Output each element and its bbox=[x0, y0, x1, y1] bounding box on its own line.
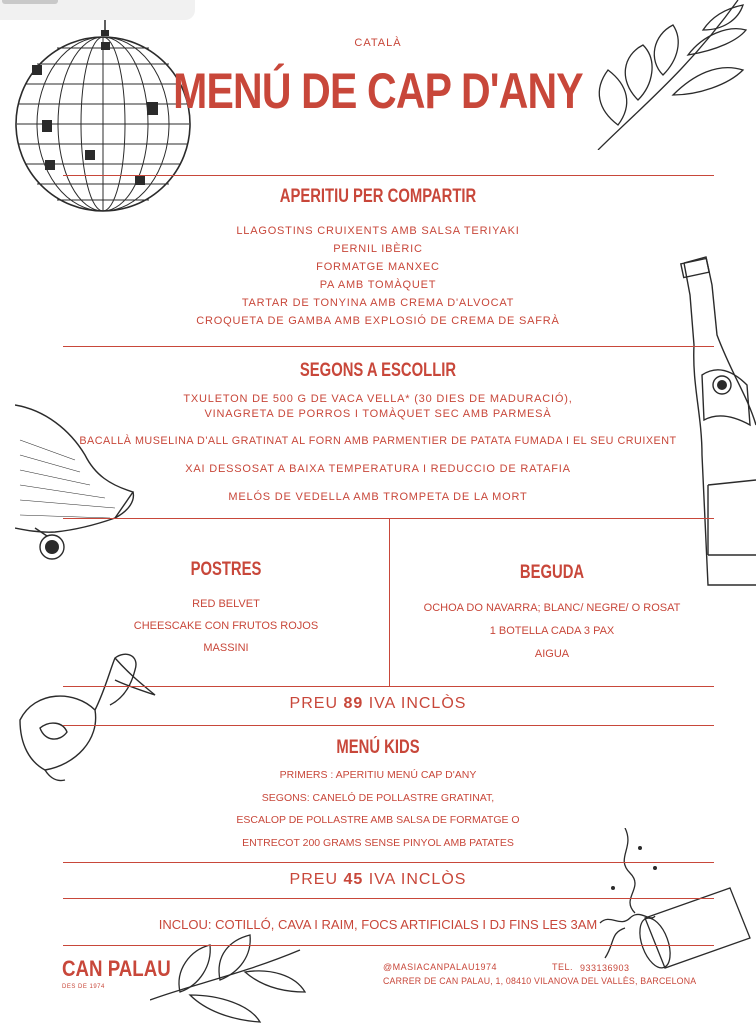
list-item: XAI DESSOSAT A BAIXA TEMPERATURA I REDUCCIO DE RATAFIA bbox=[185, 463, 571, 475]
tel-label: TEL. bbox=[552, 962, 574, 972]
price-prefix: PREU bbox=[289, 695, 338, 712]
divider bbox=[63, 175, 714, 176]
divider bbox=[63, 945, 714, 946]
price-prefix: PREU bbox=[289, 871, 338, 888]
list-item: FORMATGE MANXEC bbox=[316, 261, 440, 273]
section-title-postres: POSTRES bbox=[190, 559, 262, 580]
includes-text: INCLOU: COTILLÓ, CAVA I RAIM, FOCS ARTIFICIALS I DJ FINS LES 3AM bbox=[158, 917, 598, 932]
list-item: SEGONS: CANELÓ DE POLLASTRE GRATINAT, bbox=[261, 791, 495, 804]
instagram-handle: @MASIACANPALAU1974 bbox=[383, 962, 498, 972]
list-item: LLAGOSTINS CRUIXENTS AMB SALSA TERIYAKI bbox=[236, 225, 520, 237]
language-label: CATALÀ bbox=[354, 37, 402, 49]
list-item: PA AMB TOMÀQUET bbox=[319, 279, 437, 291]
price-main bbox=[0, 695, 756, 713]
section-title-kids: MENÚ KIDS bbox=[336, 737, 420, 758]
list-item: BACALLÀ MUSELINA D'ALL GRATINAT AL FORN AMB PARMENTIER DE PATATA FUMADA I EL SEU CRUIXENT bbox=[79, 435, 677, 447]
divider bbox=[63, 898, 714, 899]
kids-list bbox=[0, 764, 756, 854]
section-title-segons: SEGONS A ESCOLLIR bbox=[299, 360, 457, 381]
list-item: ESCALOP DE POLLASTRE AMB SALSA DE FORMATGE O bbox=[236, 814, 520, 826]
list-item: AIGUA bbox=[534, 648, 570, 660]
section-title-aperitiu: APERITIU PER COMPARTIR bbox=[279, 186, 477, 207]
logo-subtitle: DES DE 1974 bbox=[62, 984, 105, 990]
postres-list bbox=[63, 593, 389, 659]
list-item: RED BELVET bbox=[192, 598, 260, 610]
list-item: OCHOA DO NAVARRA; BLANC/ NEGRE/ O ROSAT bbox=[423, 602, 681, 614]
aperitiu-list bbox=[0, 222, 756, 330]
menu-title: MENÚ DE CAP D'ANY bbox=[173, 63, 583, 119]
tel-number: 933136903 bbox=[580, 963, 630, 973]
list-item: TXULETON DE 500 G DE VACA VELLA* (30 DIES DE MADURACIÓ), bbox=[183, 393, 573, 405]
list-item: PERNIL IBÈRIC bbox=[333, 243, 423, 255]
list-item: MASSINI bbox=[203, 642, 249, 654]
address: CARRER DE CAN PALAU, 1, 08410 VILANOVA DEL VALLÈS, BARCELONA bbox=[383, 976, 697, 986]
divider bbox=[63, 725, 714, 726]
divider bbox=[63, 686, 714, 687]
bell-illustration bbox=[15, 400, 140, 565]
list-item: ENTRECOT 200 GRAMS SENSE PINYOL AMB PATATES bbox=[242, 836, 514, 849]
divider bbox=[63, 862, 714, 863]
list-item: VINAGRETA DE PORROS I TOMÀQUET SEC AMB PARMESÀ bbox=[204, 408, 552, 420]
tab-handle bbox=[2, 0, 58, 4]
logo-can-palau: CAN PALAU bbox=[62, 956, 171, 981]
divider bbox=[63, 346, 714, 347]
price-suffix: IVA INCLÒS bbox=[368, 695, 467, 712]
segons-item-1 bbox=[0, 392, 756, 422]
list-item: PRIMERS : APERITIU MENÚ CAP D'ANY bbox=[279, 769, 477, 781]
price-kids bbox=[0, 871, 756, 889]
price-amount: 45 bbox=[343, 871, 364, 888]
price-amount: 89 bbox=[343, 695, 364, 712]
list-item: 1 BOTELLA CADA 3 PAX bbox=[489, 625, 615, 637]
list-item: TARTAR DE TONYINA AMB CREMA D'ALVOCAT bbox=[241, 297, 515, 309]
list-item: CROQUETA DE GAMBA AMB EXPLOSIÓ DE CREMA DE SAFRÀ bbox=[196, 315, 560, 327]
price-suffix: IVA INCLÒS bbox=[368, 871, 467, 888]
beguda-list bbox=[390, 597, 714, 666]
list-item: CHEESCAKE CON FRUTOS ROJOS bbox=[133, 620, 319, 632]
list-item: MELÓS DE VEDELLA AMB TROMPETA DE LA MORT bbox=[228, 491, 528, 503]
section-title-beguda: BEGUDA bbox=[519, 562, 585, 583]
